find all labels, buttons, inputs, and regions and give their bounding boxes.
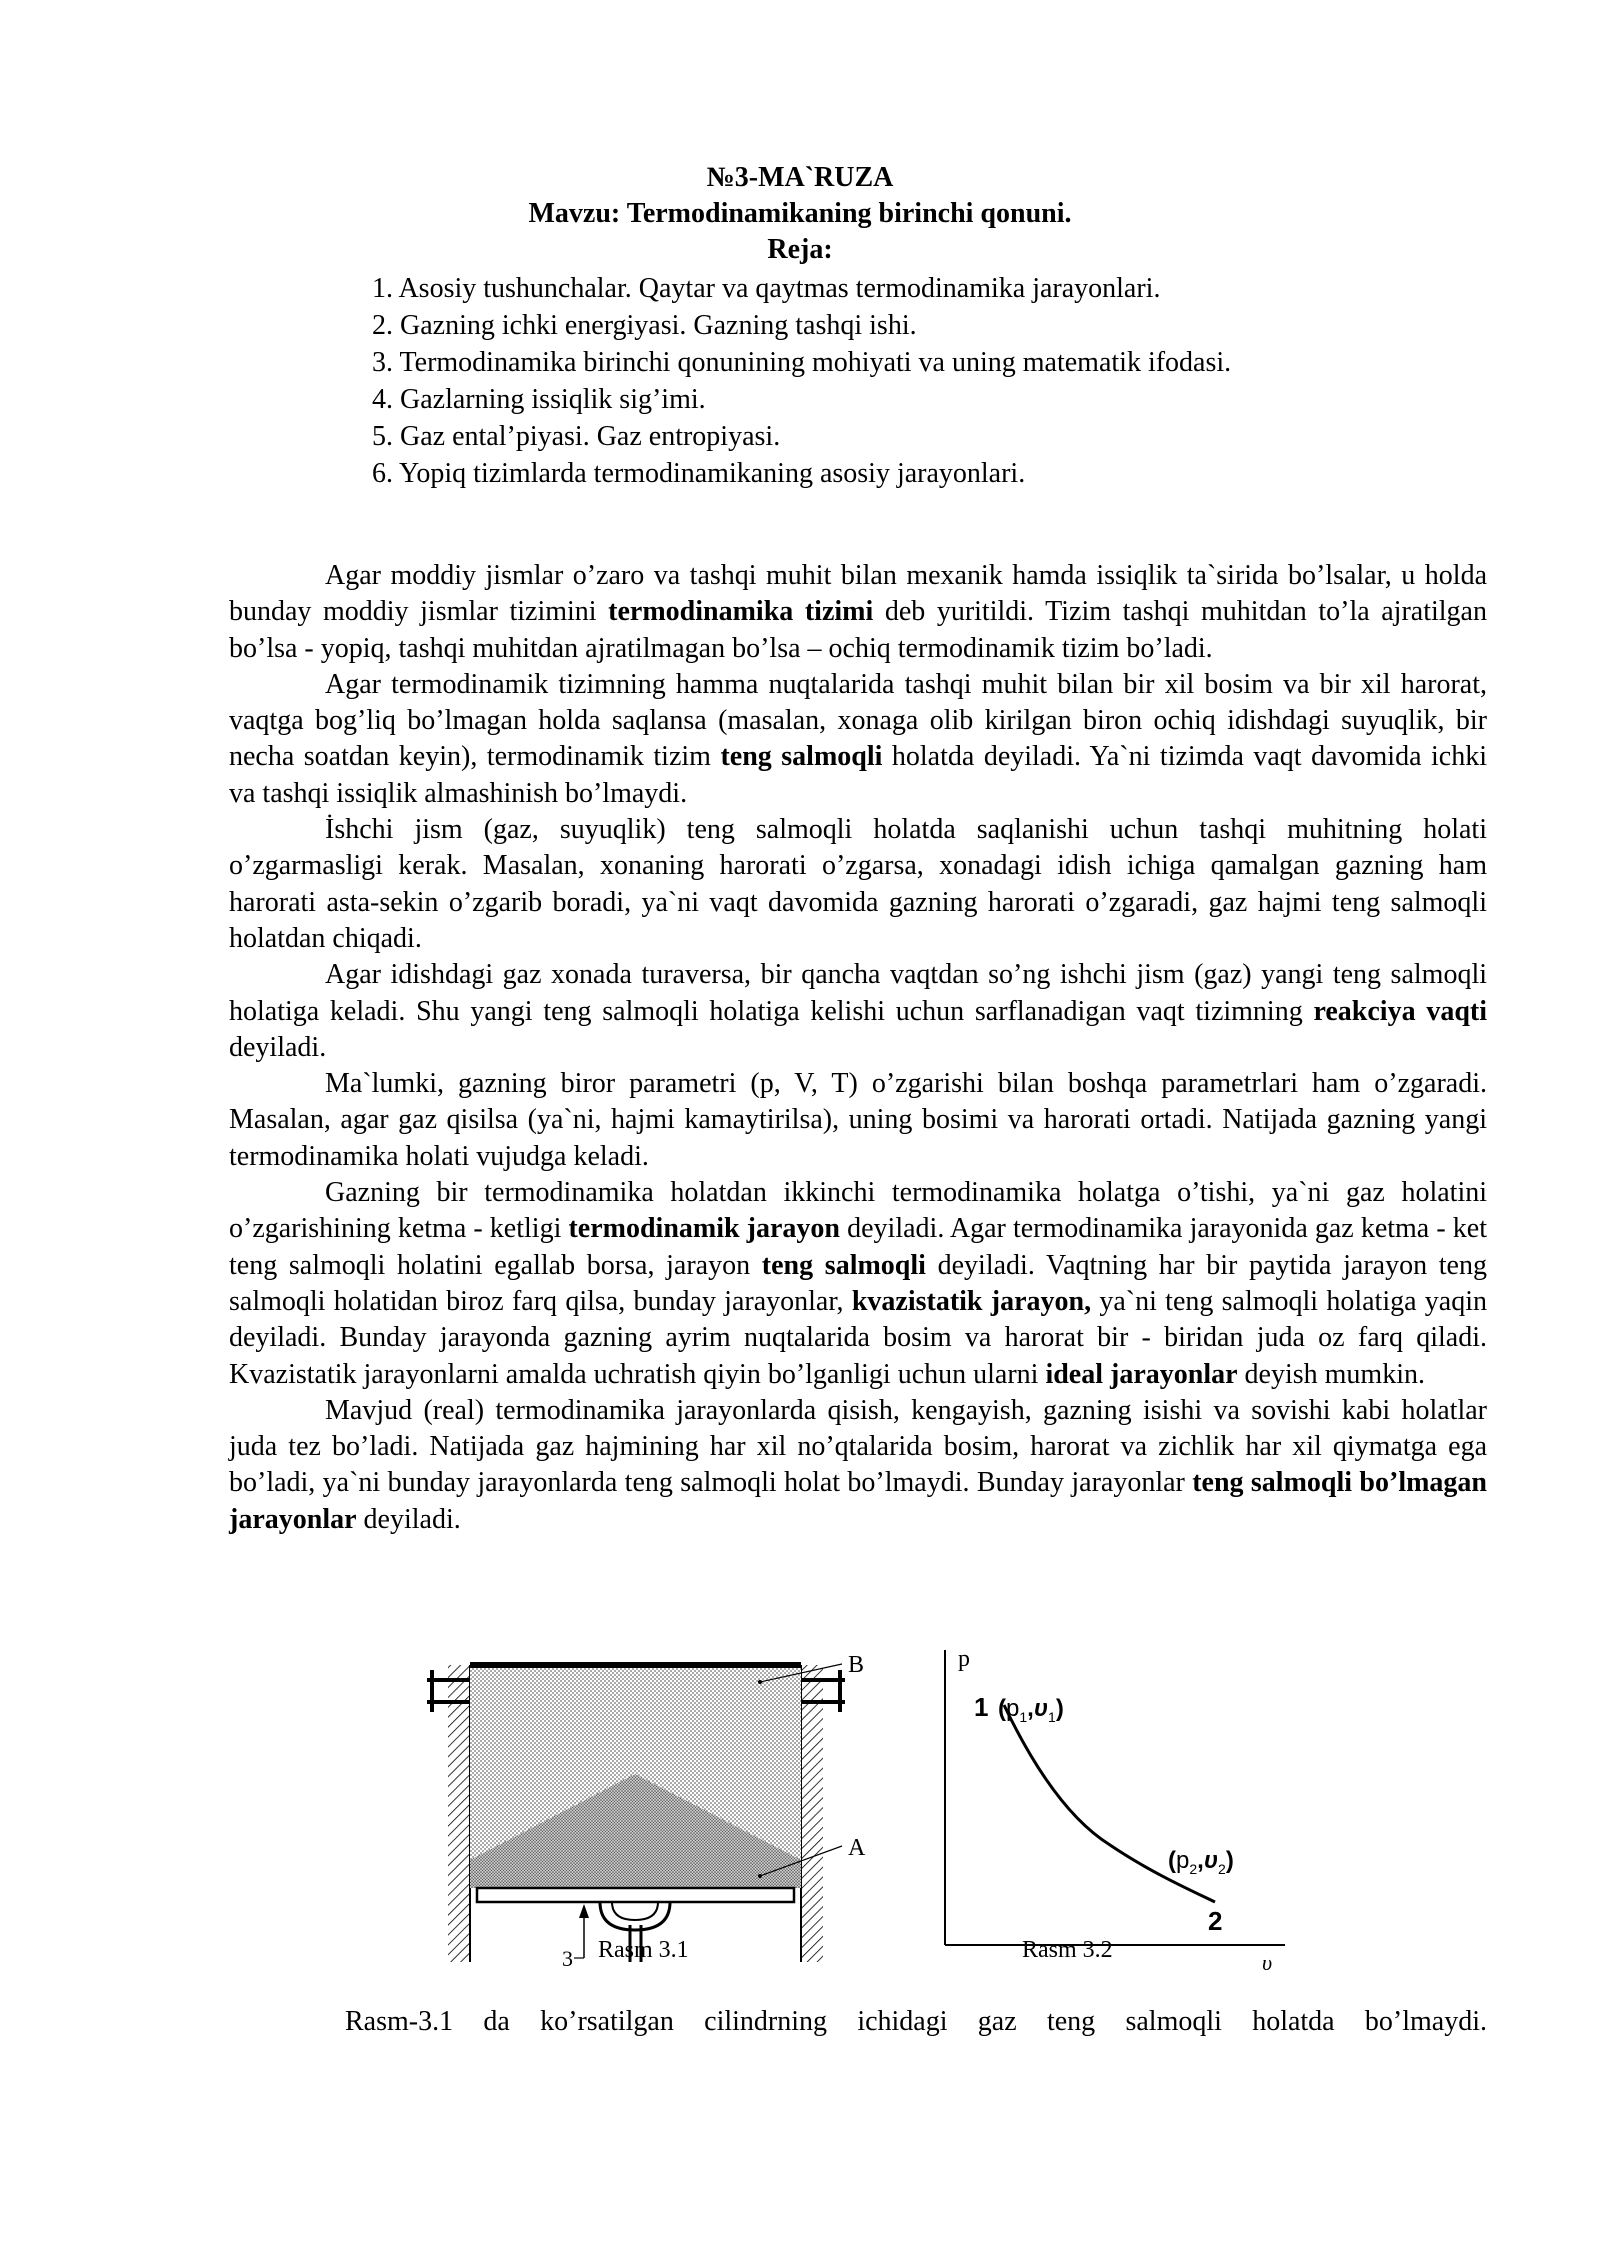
paragraph-text: ya`ni teng salmoqli holatiga yaqin deyiladi. Bunday jarayonda gazning ayrim nuqtalarida bosim va harorat bir - biridan juda oz farq qiladi. Kvazistatik jarayonlarni amalda uchratish qiyin bo’lganligi uchun ularni (229, 1285, 1488, 1390)
closing-paragraph: Rasm-3.1 da ko’rsatilgan cilindrning ichidagi gaz teng salmoqli holatda bo’lmaydi. (345, 2006, 1487, 2037)
caption-fig2: Rasm 3.2 (1022, 1937, 1113, 1963)
lecture-number: №3-MA`RUZA (706, 162, 894, 193)
paragraph (229, 1175, 1487, 1393)
paragraph-text: holatda deyiladi. Ya`ni tizimda vaqt davomida ichki va tashqi issiqlik almashinish bo’lmaydi. (229, 741, 1487, 809)
label-3: 3 (562, 1946, 573, 1970)
paragraph (229, 812, 1487, 957)
plan-item: 3. Termodinamika birinchi qonunining mohiyati va uning matematik ifodasi. (372, 347, 1232, 378)
label-b: B (848, 1652, 865, 1678)
plan-item: 5. Gaz ental’piyasi. Gaz entropiyasi. (372, 421, 781, 452)
axis-v-label: υ (1262, 1950, 1273, 1970)
plan-item: 4. Gazlarning issiqlik sig’imi. (372, 384, 706, 415)
paragraph (229, 1393, 1487, 1538)
paragraph-text: deyish mumkin. (1237, 1358, 1425, 1390)
paragraph-text: deyiladi. Vaqtning har bir paytida jarayon teng salmoqli holatidan biroz farq qilsa, bunday jarayonlar, (229, 1249, 1487, 1317)
term-bold: termodinamik jarayon (568, 1213, 841, 1245)
point-2-number: 2 (1208, 1906, 1223, 1936)
term-bold: kvazistatik jarayon, (851, 1285, 1092, 1317)
term-bold: reakciya vaqti (1313, 995, 1487, 1027)
paragraph-text: Mavjud (real) termodinamika jarayonlarda qisish, kengayish, gazning isishi va sovishi kabi holatlar juda tez bo’ladi. Natijada gaz hajmining har xil no’qtalarida bosim, harorat va zichlik har xil qiymatga ega bo’ladi, ya`ni bunday jarayonlarda teng salmoqli holat bo’lmaydi. Bunday jarayonlar (229, 1394, 1487, 1499)
paragraph-text: deyiladi. (356, 1503, 461, 1535)
paragraph-text: Agar termodinamik tizimning hamma nuqtalarida tashqi muhit bilan bir xil bosim va bir xil harorat, vaqtga bog’liq bo’lmagan holda saqlansa (masalan, xonaga olib kirilgan biron ochiq idishdagi suyuqlik, bir necha soatdan keyin), termodinamik tizim (229, 668, 1487, 773)
term-bold: teng salmoqli bo’lmagan jarayonlar (229, 1467, 1487, 1535)
cylinder-top (470, 1662, 801, 1668)
paragraph (229, 1066, 1487, 1175)
plan-item: 1. Asosiy tushunchalar. Qaytar va qaytmas termodinamika jarayonlari. (372, 273, 1161, 304)
cylinder-left-wall (448, 1665, 470, 1962)
point-1-number: 1 (974, 1692, 989, 1722)
paragraph-text: Agar moddiy jismlar o’zaro va tashqi muhit bilan mexanik hamda issiqlik ta`sirida bo’lsalar, u holda bunday moddiy jismlar tizimini (229, 560, 1487, 628)
figures-row (0, 1640, 1600, 1970)
paragraph (229, 667, 1487, 812)
term-bold: ideal jarayonlar (1045, 1358, 1238, 1390)
paragraph-text: Gazning bir termodinamika holatdan ikkinchi termodinamika holatga o’tishi, ya`ni gaz holatini o’zgarishining ketma - ketligi (229, 1177, 1487, 1245)
lecture-body (229, 558, 1487, 1538)
piston (477, 1888, 794, 1902)
axis-p-label: p (958, 1646, 970, 1672)
paragraph-text: deb yuritildi. Tizim tashqi muhitdan to’la ajratilgan bo’lsa - yopiq, tashqi muhitdan ajratilmagan bo’lsa – ochiq termodinamik tizim bo’ladi. (229, 596, 1487, 664)
plan-item: 2. Gazning ichki energiyasi. Gazning tashqi ishi. (372, 310, 917, 341)
pv-diagram (945, 1646, 1285, 1970)
cylinder-right-wall (801, 1665, 823, 1962)
paragraph-text: Ma`lumki, gazning biror parametri (p, V, T) o’zgarishi bilan boshqa parametrlari ham o’zgaradi. Masalan, agar gaz qisilsa (ya`ni, hajmi kamaytirilsa), uning bosimi va harorati ortadi. Natijada gazning yangi termodinamika holati vujudga keladi. (229, 1068, 1487, 1172)
paragraph-text: İshchi jism (gaz, suyuqlik) teng salmoqli holatda saqlanishi uchun tashqi muhitning holati o’zgarmasligi kerak. Masalan, xonaning harorati o’zgarsa, xonadagi idish ichiga qamalgan gazning ham harorati asta-sekin o’zgarib boradi, ya`ni vaqt davomida gazning harorati o’zgaradi, gaz hajmi teng salmoqli holatdan chiqadi. (229, 814, 1487, 954)
term-bold: teng salmoqli (761, 1249, 926, 1281)
point-2-state: $(p_2,\upsilon_2)$ (1168, 1847, 1234, 1877)
paragraph-text: deyiladi. (229, 1031, 327, 1063)
label-a: A (848, 1835, 866, 1861)
point-1-state: $(p_1,\upsilon_1)$ (998, 1695, 1064, 1725)
paragraph-text: deyiladi. Agar termodinamika jarayonida gaz ketma - ket teng salmoqli holatini egallab borsa, jarayon (229, 1213, 1487, 1281)
term-bold: teng salmoqli (720, 741, 883, 773)
paragraph (229, 957, 1487, 1066)
lecture-topic: Mavzu: Termodinamikaning birinchi qonuni. (528, 198, 1072, 229)
term-bold: termodinamika tizimi (608, 596, 874, 628)
plan-list (372, 270, 1231, 492)
plan-item: 6. Yopiq tizimlarda termodinamikaning asosiy jarayonlari. (372, 458, 1026, 489)
paragraph (229, 558, 1487, 667)
cylinder-figure (0, 1640, 1600, 1970)
caption-fig1: Rasm 3.1 (598, 1937, 689, 1963)
plan-title: Reja: (767, 234, 833, 265)
lecture-header (0, 160, 1600, 268)
paragraph-text: Agar idishdagi gaz xonada turaversa, bir qancha vaqtdan so’ng ishchi jism (gaz) yangi teng salmoqli holatiga keladi. Shu yangi teng salmoqli holatiga kelishi uchun sarflanadigan vaqt tizimning (229, 959, 1487, 1027)
